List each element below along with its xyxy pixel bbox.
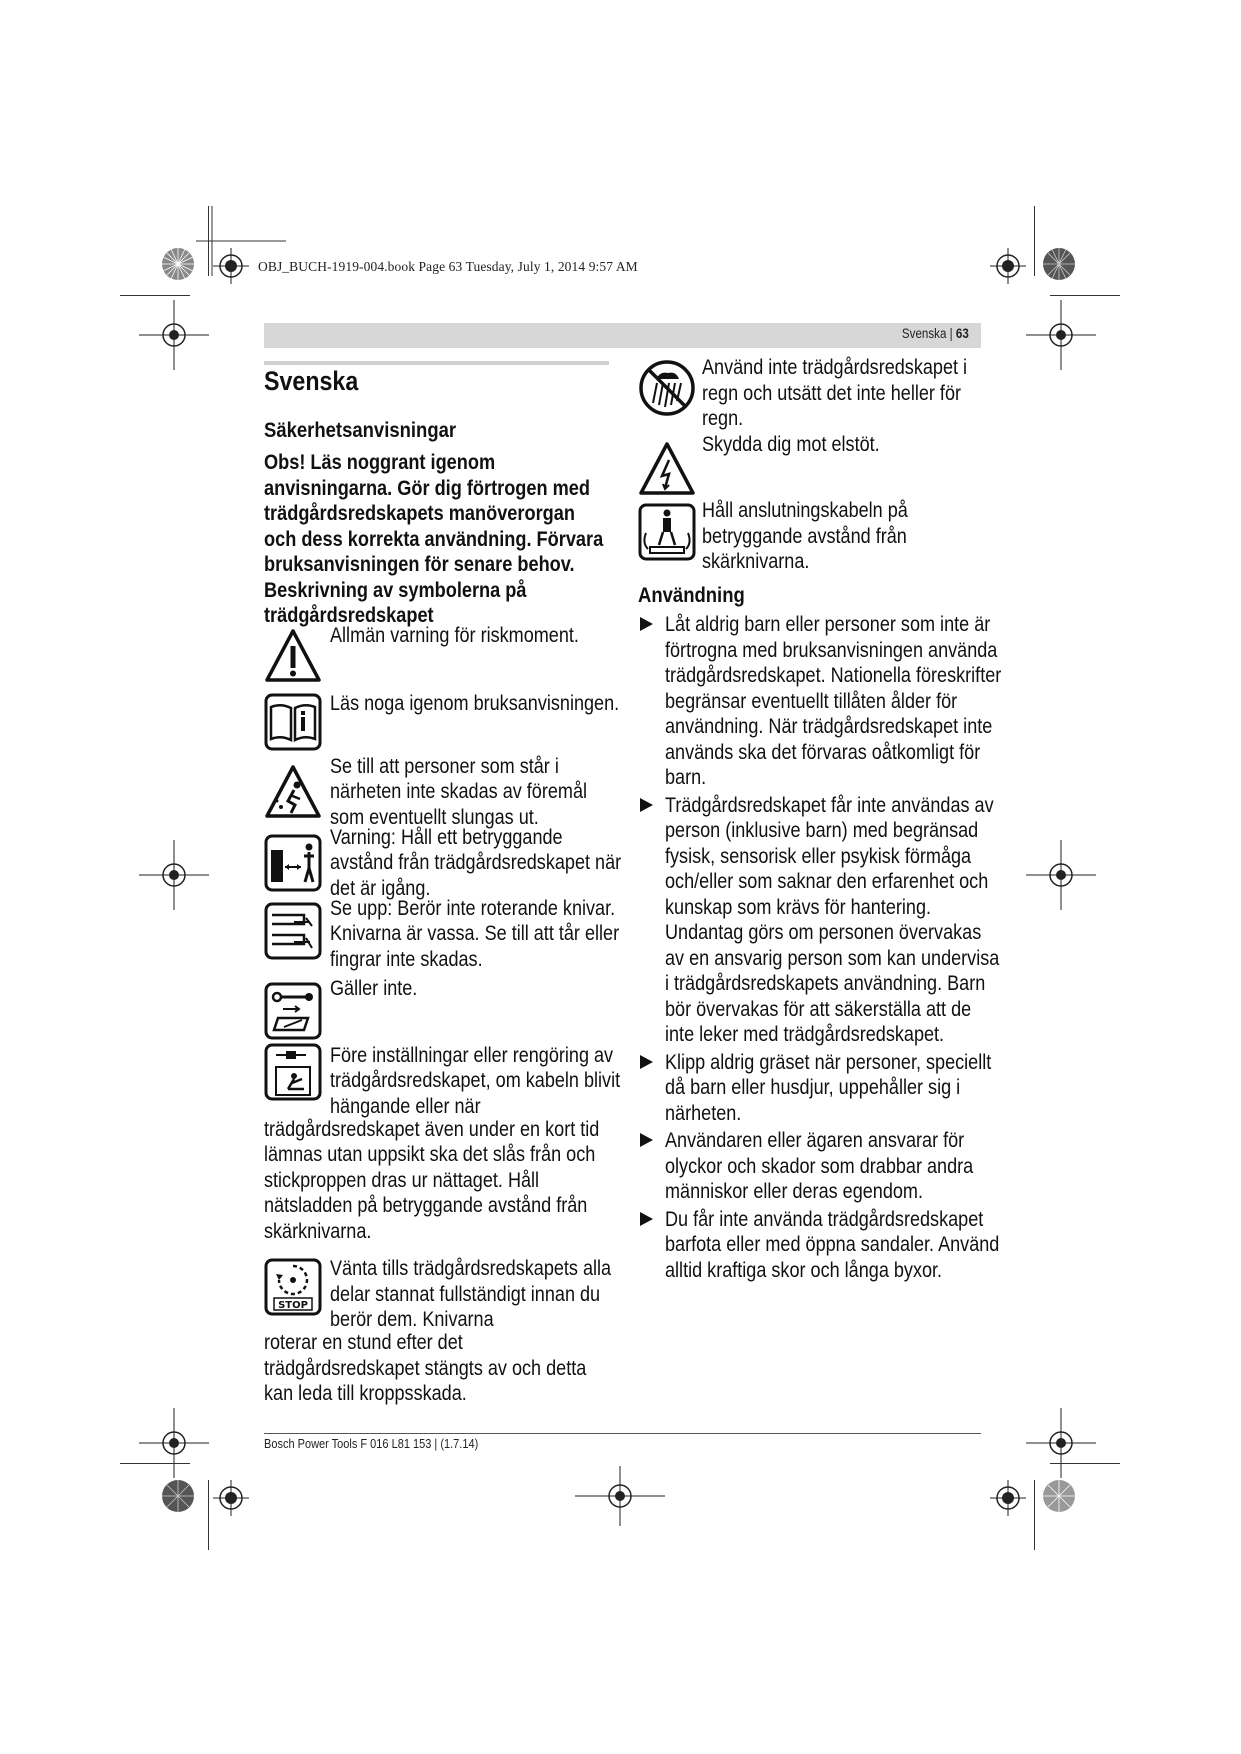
registration-target-icon xyxy=(1026,840,1096,910)
symbol-row xyxy=(264,825,622,904)
symbol-row xyxy=(264,976,614,1043)
symbol-text: Allmän varning för riskmoment. xyxy=(330,623,579,647)
registration-target-icon xyxy=(213,1480,249,1516)
list-item-text: Klipp aldrig gräset när personer, speciellt då barn eller husdjur, uppehåller sig i närheten. xyxy=(665,1050,992,1125)
electric-shock-icon xyxy=(638,440,696,498)
rotating-blades-icon xyxy=(264,902,322,960)
usage-heading: Användning xyxy=(638,584,745,607)
warning-triangle-icon xyxy=(264,627,322,685)
list-item-text: Trädgårdsredskapet får inte användas av person (inklusive barn) med begränsad fysisk, sensorisk eller psykisk förmåga och/eller som saknar den erfarenhet och kunskap som krävs för hantering. Undantag görs om personen övervakas av en ansvarig person som kan undervisa i trädgårdsredskapets användning. Barn bör övervakas för att säkerställa att de inte leker med trädgårdsredskapet. xyxy=(665,793,1000,1046)
left-column xyxy=(264,366,622,1407)
color-wheel-icon xyxy=(1041,1478,1077,1514)
key-not-applicable-icon xyxy=(264,982,322,1040)
usage-list xyxy=(638,612,1002,1283)
color-wheel-icon xyxy=(160,246,196,282)
running-head-band xyxy=(264,323,981,348)
symbol-text: Använd inte trädgårdsredskapet i regn och utsätt det inte heller för regn. xyxy=(702,356,968,430)
symbol-text: Vänta tills trädgårdsredskapets alla delar stannat fullständigt innan du berör dem. Knivarna xyxy=(330,1257,612,1331)
symbol-row xyxy=(638,434,993,498)
registration-target-icon xyxy=(990,248,1026,284)
bullet-arrow-icon xyxy=(640,1133,653,1147)
bullet-arrow-icon xyxy=(640,798,653,812)
running-head-separator: | xyxy=(946,326,957,341)
unplug-continuation: trädgårdsredskapet även under en kort tid lämnas utan uppsikt ska det slås från och stickproppen dras ur nättaget. Håll nätsladden på betryggande avstånd från skärknivarna. xyxy=(264,1117,600,1243)
footer-rule xyxy=(264,1433,981,1434)
symbol-row xyxy=(638,498,993,580)
running-head xyxy=(902,326,969,341)
page-title: Svenska xyxy=(264,366,359,396)
thrown-objects-icon xyxy=(264,763,322,821)
registration-target-icon xyxy=(990,1480,1026,1516)
crop-line xyxy=(1034,1480,1035,1550)
color-wheel-icon xyxy=(1041,246,1077,282)
symbol-row xyxy=(264,754,614,832)
crop-line xyxy=(208,1480,209,1550)
crop-line xyxy=(1050,1463,1120,1464)
symbol-text: Varning: Håll ett betryggande avstånd från trädgårdsredskapet när det är igång. xyxy=(330,825,622,900)
crop-line xyxy=(1034,206,1035,276)
crop-line xyxy=(1050,295,1120,296)
symbol-row xyxy=(638,355,993,434)
registration-target-icon xyxy=(1026,1408,1096,1478)
crop-line xyxy=(120,1463,190,1464)
list-item xyxy=(638,1207,1000,1284)
list-item xyxy=(638,1128,993,1205)
symbols-heading: Beskrivning av symbolerna på trädgårdsredskapet xyxy=(264,578,527,627)
symbol-text: Se till att personer som står i närheten inte skadas av föremål som eventuellt slungas ut. xyxy=(330,754,588,829)
crop-line xyxy=(208,206,209,276)
symbol-row xyxy=(264,1258,614,1332)
crop-line xyxy=(120,295,190,296)
registration-target-icon xyxy=(139,300,209,370)
bullet-arrow-icon xyxy=(640,1055,653,1069)
registration-target-icon xyxy=(213,248,249,284)
running-head-language: Svenska xyxy=(902,326,947,341)
symbol-text: Gäller inte. xyxy=(330,976,418,1000)
registration-target-icon xyxy=(139,1408,209,1478)
symbol-text: Håll anslutningskabeln på betryggande avstånd från skärknivarna. xyxy=(702,499,908,573)
bullet-arrow-icon xyxy=(640,1212,653,1226)
list-item-text: Du får inte använda trädgårdsredskapet barfota eller med öppna sandaler. Använd alltid kraftiga skor och långa byxor. xyxy=(665,1207,1000,1282)
color-wheel-icon xyxy=(160,1478,196,1514)
no-rain-icon xyxy=(638,359,696,417)
list-item-text: Låt aldrig barn eller personer som inte är förtrogna med bruksanvisningen använda trädgårdsredskapet. Nationella föreskrifter begränsar eventuellt tillåten ålder för användning. När trädgårdsredskapet inte används ska det förvaras oåtkomligt för barn. xyxy=(665,613,1002,789)
symbol-text: Se upp: Berör inte roterande knivar. Knivarna är vassa. Se till att tår eller fingrar inte skadas. xyxy=(330,896,620,971)
read-manual-icon xyxy=(264,693,322,751)
bullet-arrow-icon xyxy=(640,617,653,631)
symbol-text: Skydda dig mot elstöt. xyxy=(702,433,880,456)
list-item xyxy=(638,1050,993,1127)
list-item xyxy=(638,612,1002,791)
footer: Bosch Power Tools F 016 L81 153 | (1.7.14) xyxy=(264,1437,479,1451)
list-item xyxy=(638,793,1000,1048)
stop-continuation: roterar en stund efter det trädgårdsredskapet stängts av och detta kan leda till kroppsskada. xyxy=(264,1331,587,1405)
registration-target-icon xyxy=(575,1466,665,1526)
right-column xyxy=(638,355,1002,1283)
registration-target-icon xyxy=(1026,300,1096,370)
list-item-text: Användaren eller ägaren ansvarar för olyckor och skador som drabbar andra människor eller deras egendom. xyxy=(665,1129,974,1203)
page-number: 63 xyxy=(956,326,969,341)
symbol-row xyxy=(264,691,620,757)
section-heading: Säkerhetsanvisningar xyxy=(264,419,457,442)
symbol-row xyxy=(264,1043,621,1119)
stop-wait-icon xyxy=(264,1258,322,1316)
registration-target-icon xyxy=(139,840,209,910)
symbol-text: Läs noga igenom bruksanvisningen. xyxy=(330,691,620,715)
file-header: OBJ_BUCH-1919-004.book Page 63 Tuesday, July 1, 2014 9:57 AM xyxy=(258,259,638,274)
section-rule xyxy=(264,361,609,365)
stop-label: STOP xyxy=(278,1300,308,1311)
symbol-row xyxy=(264,896,620,983)
intro-text: Obs! Läs noggrant igenom anvisningarna. Gör dig förtrogen med trädgårdsredskapets manöverorgan och dess korrekta användning. Förvara bruksanvisningen för senare behov. xyxy=(264,451,604,576)
keep-distance-icon xyxy=(264,834,322,892)
cable-clear-of-blades-icon xyxy=(638,503,696,561)
symbol-text: Före inställningar eller rengöring av trädgårdsredskapet, om kabeln blivit hängande eller när xyxy=(330,1043,621,1118)
symbol-row xyxy=(264,623,614,693)
unplug-before-cleaning-icon xyxy=(264,1043,322,1101)
